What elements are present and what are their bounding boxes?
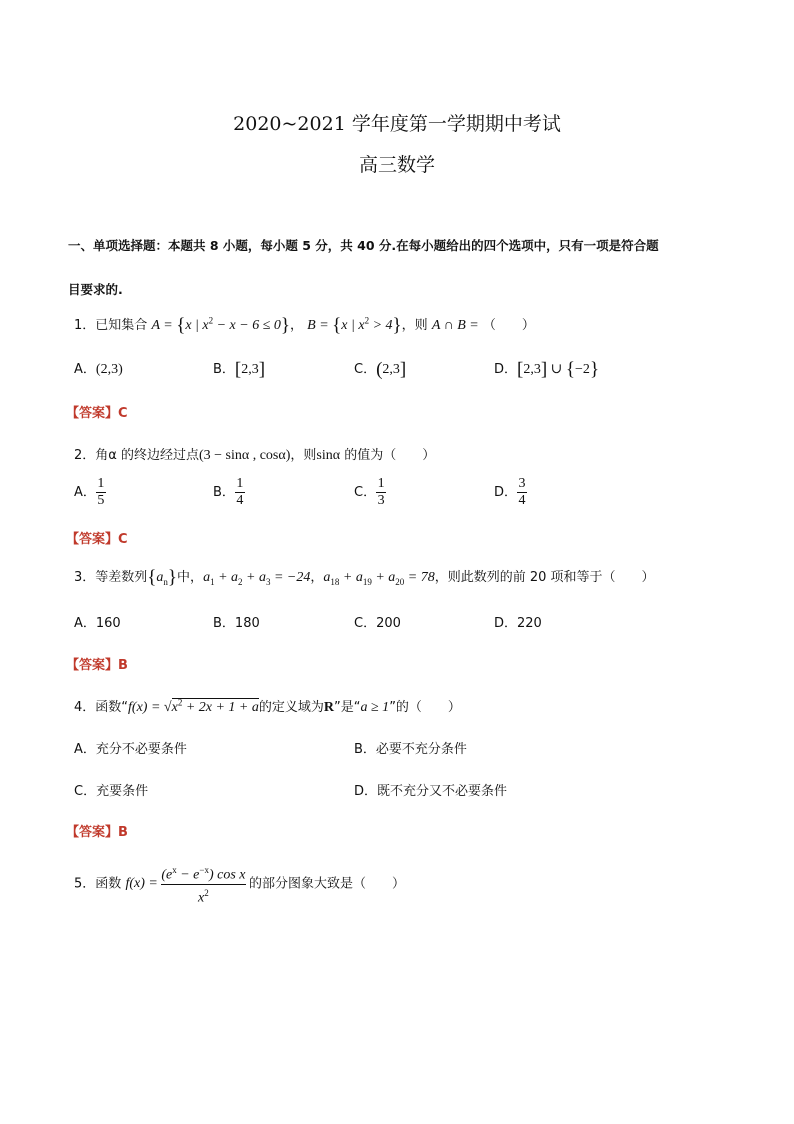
option-3d: D．220 [494, 616, 542, 631]
option-3c: C．200 [354, 616, 401, 631]
option-4b: B．必要不充分条件 [354, 742, 467, 757]
option-2d: D． $\frac{3}{4}$ [494, 476, 526, 508]
question-text: 的定义域为 [258, 700, 324, 715]
option-2c: C． $\frac{1}{3}$ [354, 476, 385, 508]
question-1 [74, 314, 535, 337]
option-1d: D．[2,3] ∪ {−2} [494, 359, 600, 380]
question-number: 5． [74, 876, 96, 892]
question-text: 函数 [95, 876, 122, 892]
set-a-formula: A = {x | $x^2 - x - 6 \le 0$} [151, 315, 291, 336]
exam-subtitle: 高三数学 [358, 154, 435, 176]
question-text: ，则此数列的前 20 项和等于（ ） [434, 570, 655, 585]
option-3b: B．180 [213, 616, 260, 631]
set-b-formula: B = {x | $x^2 > 4$} [307, 315, 402, 336]
question-number: 3． [74, 570, 96, 585]
question-text: 的值为（ ） [344, 448, 436, 463]
option-1a: A．(2,3) [74, 362, 123, 377]
condition-formula: a ≥ 1 [360, 700, 390, 715]
question-4 [74, 696, 461, 716]
exam-title: 2020~2021 学年度第一学期期中考试 [233, 113, 561, 135]
option-1c: C．(2,3] [354, 359, 407, 380]
question-blank: （ ） [482, 318, 535, 333]
real-set-symbol: R [323, 700, 335, 715]
function-formula: $f(x) = √x^2 + 2x + 1 + a$ [128, 697, 259, 715]
option-2a: A． $\frac{1}{5}$ [74, 476, 105, 508]
question-number: 2． [74, 448, 96, 463]
intersection-formula: A ∩ B = [431, 318, 479, 333]
question-text: 中， [177, 570, 204, 585]
question-text: ， [310, 570, 324, 585]
question-text: ”是“ [334, 700, 361, 715]
option-4d: D．既不充分又不必要条件 [354, 784, 508, 799]
question-5 [74, 862, 405, 906]
question-number: 4． [74, 700, 96, 715]
sequence-formula: $\{a_n\}$ [147, 567, 178, 588]
option-3a: A．160 [74, 616, 121, 631]
function-formula-5: f(x) = $\frac{(e^x - e^{-x}) \cos x}{x^2}$ [125, 865, 246, 906]
question-text: ”的（ ） [389, 700, 461, 715]
question-text: 函数“ [95, 700, 129, 715]
option-4c: C．充要条件 [74, 784, 149, 799]
option-2b: B． $\frac{1}{4}$ [213, 476, 244, 508]
answer-3: 【答案】B [66, 658, 128, 673]
answer-2: 【答案】C [66, 532, 128, 547]
question-text: 等差数列 [95, 570, 148, 585]
point-formula: (3 − sinα , cosα) [198, 448, 291, 463]
question-text: 已知集合 [95, 318, 148, 333]
sum-formula-2: $a_{18} + a_{19} + a_{20} = 78$ [323, 570, 435, 587]
question-3 [74, 566, 655, 589]
question-text: 的部分图象大致是（ ） [249, 876, 406, 892]
question-text: ， [290, 318, 304, 333]
section-heading-line2: 目要求的. [68, 282, 123, 297]
section-heading-line1: 一、单项选择题：本题共 8 小题，每小题 5 分，共 40 分.在每小题给出的四个选项中，只有一项是符合题 [68, 238, 659, 253]
answer-1: 【答案】C [66, 406, 128, 421]
question-text: ，则 [290, 448, 317, 463]
answer-4: 【答案】B [66, 825, 128, 840]
question-text: 角α 的终边经过点 [95, 448, 199, 463]
question-text: ，则 [401, 318, 428, 333]
question-number: 1． [74, 318, 96, 333]
sin-formula: sinα [316, 448, 341, 463]
option-1b: B．[2,3] [213, 359, 266, 380]
question-2 [74, 444, 435, 464]
sum-formula-1: $a_1 + a_2 + a_3 = -24$ [203, 570, 311, 587]
option-4a: A．充分不必要条件 [74, 742, 187, 757]
